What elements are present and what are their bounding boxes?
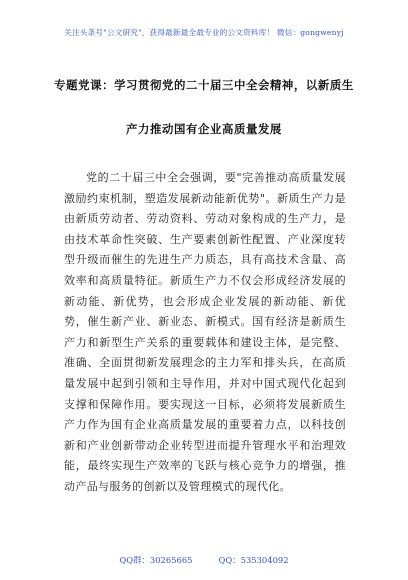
document-title-line-2: 产力推动国有企业高质量发展: [126, 122, 282, 136]
header-note: 关注头条号"公文研究"，获得最新最全最专业的公文资料库！ 微信：gongwenyj: [64, 28, 344, 37]
footer-contact: [0, 554, 408, 566]
footer-qq-number: QQ：535304092: [218, 555, 289, 565]
body-paragraph: 党的二十届三中全会强调，要"完善推动高质量发展激励约束机制，塑造发展新动能新优势"。新质生产力是由新质劳动者、劳动资料、劳动对象构成的生产力，是由技术革命性突破、生产要素创新性配置、产业深度转型升级而催生的先进生产力质态，具有高技术含量、高效率和高质量特征。新质生产力不仅会形成经济发展的新动能、新优势，也会形成企业发展的新动能、新优势，催生新产业、新业态、新模式。国有经济是新质生产力和新型生产关系的重要载体和建设主体，是完整、准确、全面贯彻新发展理念的主力军和排头兵，在高质量发展中起到引领和主导作用，并对中国式现代化起到支撑和保障作用。要实现这一目标，必须将发展新质生产力作为国有企业高质量发展的重要着力点，以科技创新和产业创新带动企业转型进而提升管理水平和治理效能，最终实现生产效率的飞跃与核心竞争力的增强，推动产品与服务的创新以及管理模式的现代化。: [64, 171, 346, 493]
footer-qq-group: QQ群：30265665: [119, 555, 193, 565]
document-title-line-1: 专题党课：学习贯彻党的二十届三中全会精神，以新质生: [54, 78, 354, 92]
